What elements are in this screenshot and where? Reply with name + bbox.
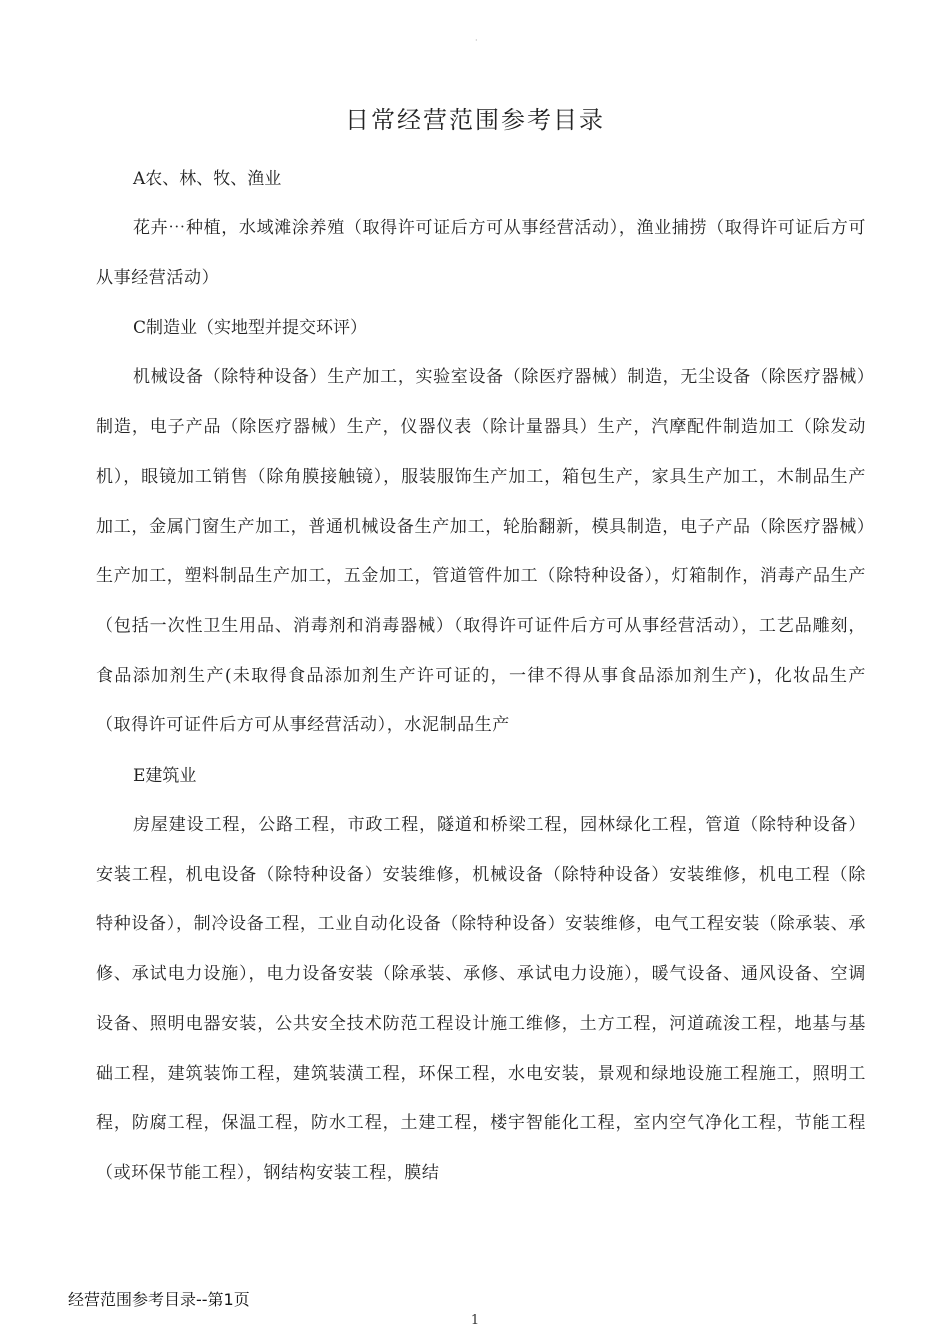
section-text-agriculture: 花卉⋯种植，水域滩涂养殖（取得许可证后方可从事经营活动），渔业捕捞（取得许可证后方可从事经营活动） (96, 218, 866, 288)
footer-label: 经营范围参考目录--第1页 (68, 1290, 250, 1309)
section-heading-construction: E建筑业 (133, 766, 197, 787)
document-body (96, 154, 866, 1199)
document-title: 日常经营范围参考目录 (345, 106, 605, 135)
section-text-construction: 房屋建设工程，公路工程，市政工程，隧道和桥梁工程，园林绿化工程，管道（除特种设备）安装工程，机电设备（除特种设备）安装维修，机械设备（除特种设备）安装维修，机电工程（除特种设备），制冷设备工程，工业自动化设备（除特种设备）安装维修，电气工程安装（除承装、承修、承试电力设施），电力设备安装（除承装、承修、承试电力设施），暖气设备、通风设备、空调设备、照明电器安装，公共安全技术防范工程设计施工维修，土方工程，河道疏浚工程，地基与基础工程，建筑装饰工程，建筑装潢工程，环保工程，水电安装，景观和绿地设施工程施工，照明工程，防腐工程，保温工程，防水工程，土建工程，楼宇智能化工程，室内空气净化工程，节能工程（或环保节能工程），钢结构安装工程，膜结 (96, 815, 866, 1183)
section-text-manufacturing: 机械设备（除特种设备）生产加工，实验室设备（除医疗器械）制造，无尘设备（除医疗器械）制造，电子产品（除医疗器械）生产，仪器仪表（除计量器具）生产，汽摩配件制造加工（除发动机），眼镜加工销售（除角膜接触镜），服装服饰生产加工，箱包生产，家具生产加工，木制品生产加工，金属门窗生产加工，普通机械设备生产加工，轮胎翻新，模具制造，电子产品（除医疗器械）生产加工，塑料制品生产加工，五金加工，管道管件加工（除特种设备），灯箱制作，消毒产品生产（包括一次性卫生用品、消毒剂和消毒器械）（取得许可证件后方可从事经营活动），工艺品雕刻，食品添加剂生产(未取得食品添加剂生产许可证的，一律不得从事食品添加剂生产)，化妆品生产（取得许可证件后方可从事经营活动），水泥制品生产 (96, 367, 866, 736)
section-heading-manufacturing: C制造业（实地型并提交环评） (133, 318, 368, 339)
header-dot: · (475, 36, 478, 45)
section-heading-agriculture: A农、林、牧、渔业 (133, 169, 282, 189)
page-number: 1 (470, 1313, 480, 1328)
